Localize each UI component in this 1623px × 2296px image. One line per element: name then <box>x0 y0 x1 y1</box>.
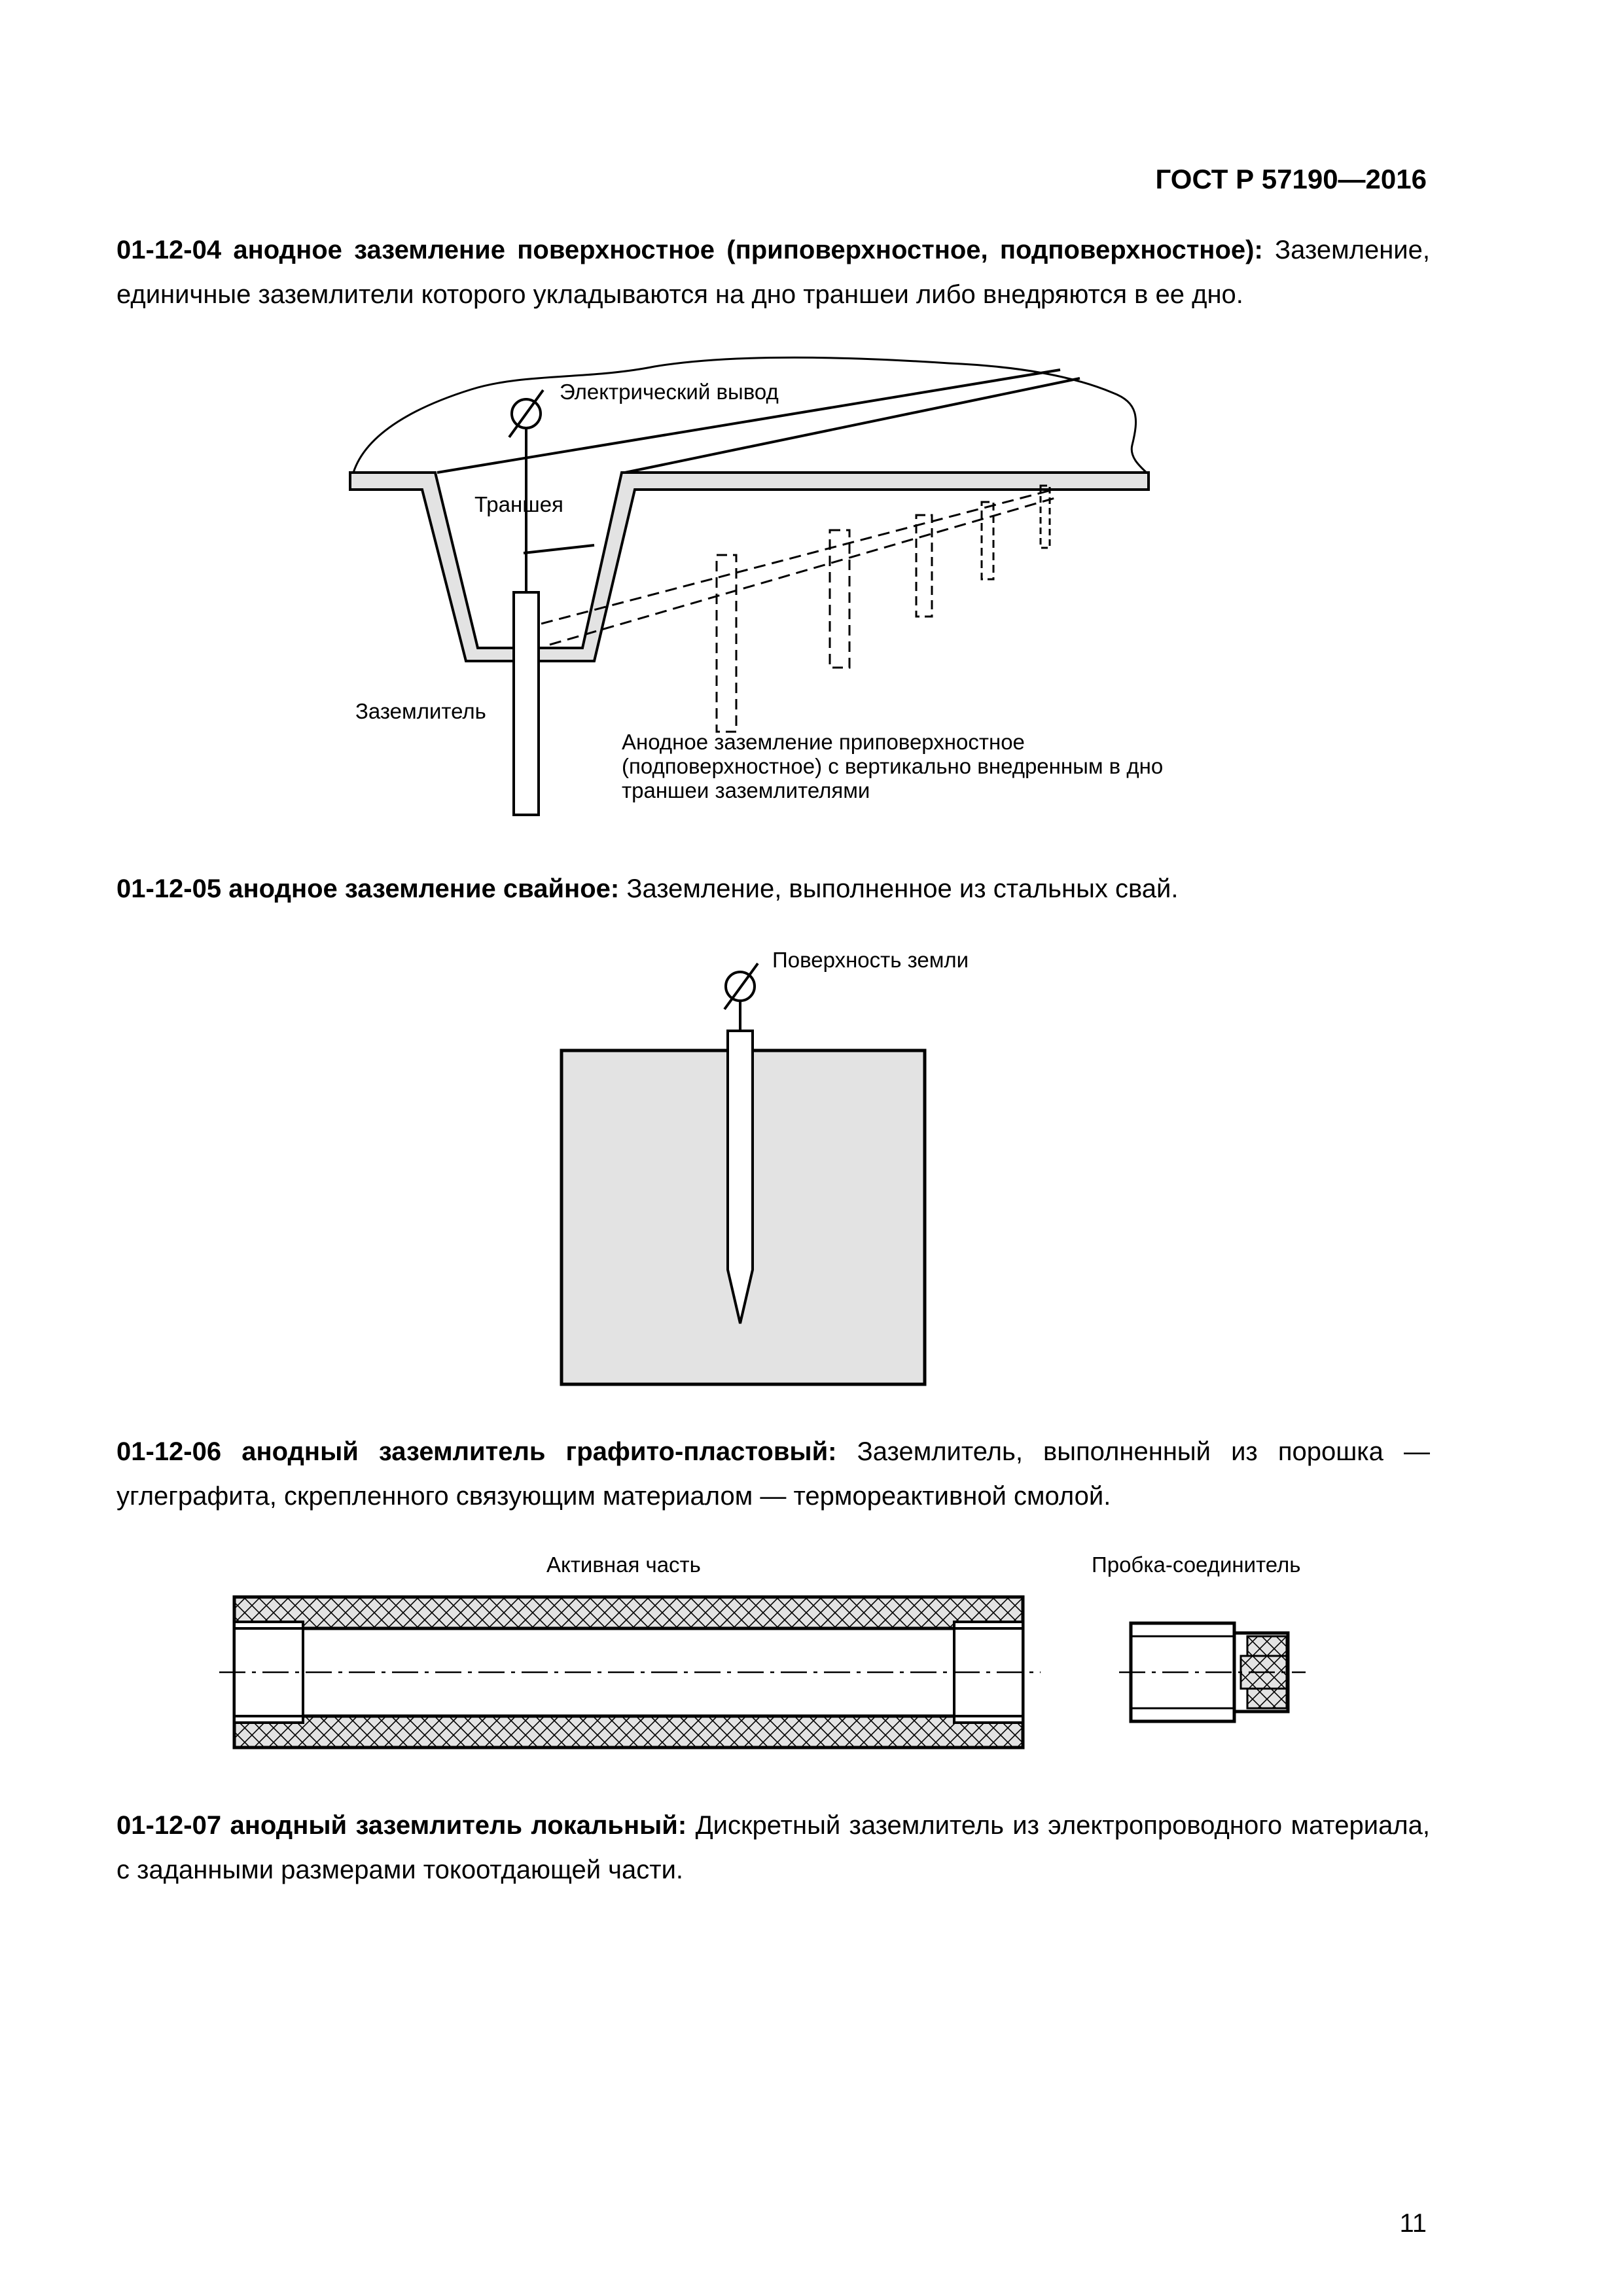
figure-trench-grounding <box>0 340 1623 838</box>
term-01-12-06 <box>116 1429 1430 1518</box>
term-01-12-05 <box>116 867 1430 911</box>
term-name: анодное заземление поверхностное (приповерхностное, подповерхностное): <box>233 236 1263 264</box>
electrode-wall-top <box>234 1597 1023 1628</box>
term-01-12-07 <box>116 1803 1430 1892</box>
surface-band <box>350 473 1149 661</box>
term-name: анодный заземлитель локальный: <box>230 1811 687 1840</box>
term-code: 01-12-04 <box>116 236 222 264</box>
term-code: 01-12-07 <box>116 1811 222 1840</box>
caption-line-2: (подповерхностное) с вертикально внедренным в дно <box>622 754 1164 778</box>
term-name: анодный заземлитель графито-пластовый: <box>241 1437 837 1466</box>
term-code: 01-12-05 <box>116 874 222 903</box>
label-electric-output: Электрический вывод <box>560 380 779 404</box>
electrode-dashed-2 <box>830 530 849 668</box>
electrode-main <box>514 592 539 815</box>
caption-line-3: траншеи заземлителями <box>622 778 870 802</box>
term-definition: Заземление, выполненное из стальных свай. <box>626 874 1179 903</box>
electrode-dashed-3 <box>916 515 932 617</box>
label-ground-surface: Поверхность земли <box>772 948 969 972</box>
term-definition: Дискретный заземлитель из электропроводного материала, с заданными размерами токоотдающей части. <box>116 1811 1431 1884</box>
page-number: 11 <box>1399 2209 1427 2238</box>
term-name: анодное заземление свайное: <box>228 874 620 903</box>
caption-line-1: Анодное заземление приповерхностное <box>622 730 1025 754</box>
label-plug-connector: Пробка-соединитель <box>1092 1552 1301 1577</box>
electrode-dashed-5 <box>1041 486 1050 548</box>
electrode-dashed-1 <box>717 555 736 732</box>
term-code: 01-12-06 <box>116 1437 222 1466</box>
pile <box>728 1031 753 1323</box>
figure-graphite-electrode <box>0 1538 1623 1761</box>
label-active-part: Активная часть <box>546 1552 701 1577</box>
term-01-12-04 <box>116 228 1430 317</box>
figure-pile-grounding <box>0 942 1623 1401</box>
electrode-wall-bottom <box>234 1716 1023 1748</box>
term-definition: Заземлитель, выполненный из порошка — углеграфита, скрепленного связующим материалом — термореактивной смолой. <box>116 1437 1430 1511</box>
electrode-dashed-4 <box>982 502 993 579</box>
label-trench: Траншея <box>474 492 563 516</box>
term-definition: Заземление, единичные заземлители которого укладываются на дно траншеи либо внедряются в ее дно. <box>116 236 1430 309</box>
document-header: ГОСТ Р 57190—2016 <box>1155 164 1427 194</box>
label-electrode: Заземлитель <box>355 699 486 723</box>
